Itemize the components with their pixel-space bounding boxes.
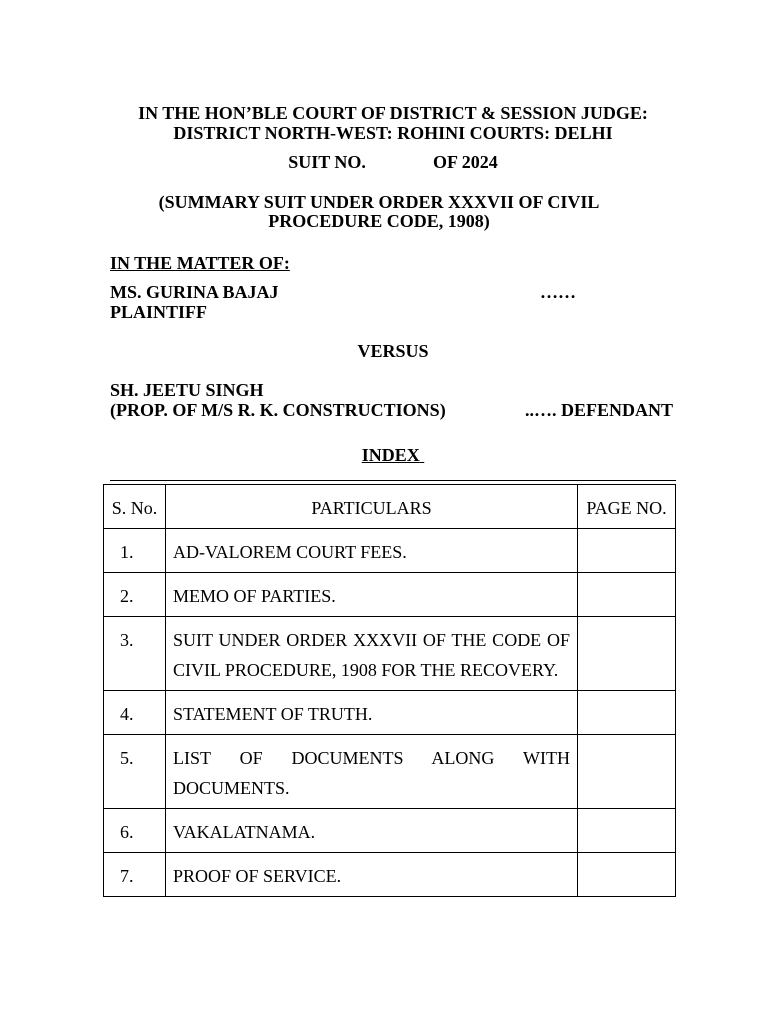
row-page-no [578, 573, 676, 617]
court-title-line-2: DISTRICT NORTH-WEST: ROHINI COURTS: DELHI [173, 123, 613, 143]
index-table [103, 484, 676, 897]
defendant-role: ..…. DEFENDANT [524, 400, 673, 420]
plaintiff-role: PLAINTIFF [110, 302, 208, 322]
row-page-no [578, 617, 676, 691]
row-sno: 6. [104, 809, 166, 853]
court-title-line-1: IN THE HON’BLE COURT OF DISTRICT & SESSION JUDGE: [138, 103, 648, 123]
row-particulars: AD-VALOREM COURT FEES. [166, 529, 578, 573]
table-row [104, 573, 676, 617]
index-header-row [104, 485, 676, 529]
row-sno: 4. [104, 691, 166, 735]
table-row [104, 735, 676, 809]
table-row [104, 529, 676, 573]
index-divider-line [110, 480, 676, 481]
suit-number-label: SUIT NO. [288, 152, 366, 172]
summary-suit-line-1: (SUMMARY SUIT UNDER ORDER XXXVII OF CIVIL [158, 192, 600, 212]
row-page-no [578, 735, 676, 809]
suit-number-line [110, 152, 676, 172]
row-particulars: MEMO OF PARTIES. [166, 573, 578, 617]
row-sno: 1. [104, 529, 166, 573]
plaintiff-name: MS. GURINA BAJAJ [110, 282, 279, 302]
index-heading [110, 445, 676, 465]
header-page-no: PAGE NO. [578, 485, 676, 529]
plaintiff-leader-dots: …… [540, 282, 576, 302]
defendant-detail: (PROP. OF M/S R. K. CONSTRUCTIONS) [110, 400, 446, 420]
row-sno: 3. [104, 617, 166, 691]
versus-label: VERSUS [357, 341, 429, 361]
header-sno: S. No. [104, 485, 166, 529]
header-particulars: PARTICULARS [166, 485, 578, 529]
row-particulars: SUIT UNDER ORDER XXXVII OF THE CODE OF CIVIL PROCEDURE, 1908 FOR THE RECOVERY. [166, 617, 578, 691]
summary-suit-line-2: PROCEDURE CODE, 1908) [268, 211, 490, 231]
row-sno: 5. [104, 735, 166, 809]
table-row [104, 617, 676, 691]
row-page-no [578, 691, 676, 735]
row-page-no [578, 853, 676, 897]
row-page-no [578, 529, 676, 573]
defendant-name: SH. JEETU SINGH [110, 380, 264, 400]
matter-heading [110, 253, 290, 273]
row-particulars: PROOF OF SERVICE. [166, 853, 578, 897]
matter-heading-text: IN THE MATTER OF: [110, 253, 290, 273]
table-row [104, 691, 676, 735]
index-title: INDEX [361, 445, 420, 465]
row-particulars: VAKALATNAMA. [166, 809, 578, 853]
table-row [104, 853, 676, 897]
row-page-no [578, 809, 676, 853]
table-row [104, 809, 676, 853]
row-sno: 7. [104, 853, 166, 897]
suit-year-label: OF 2024 [432, 152, 498, 172]
row-sno: 2. [104, 573, 166, 617]
row-particulars: LIST OF DOCUMENTS ALONG WITH DOCUMENTS. [166, 735, 578, 809]
row-particulars: STATEMENT OF TRUTH. [166, 691, 578, 735]
